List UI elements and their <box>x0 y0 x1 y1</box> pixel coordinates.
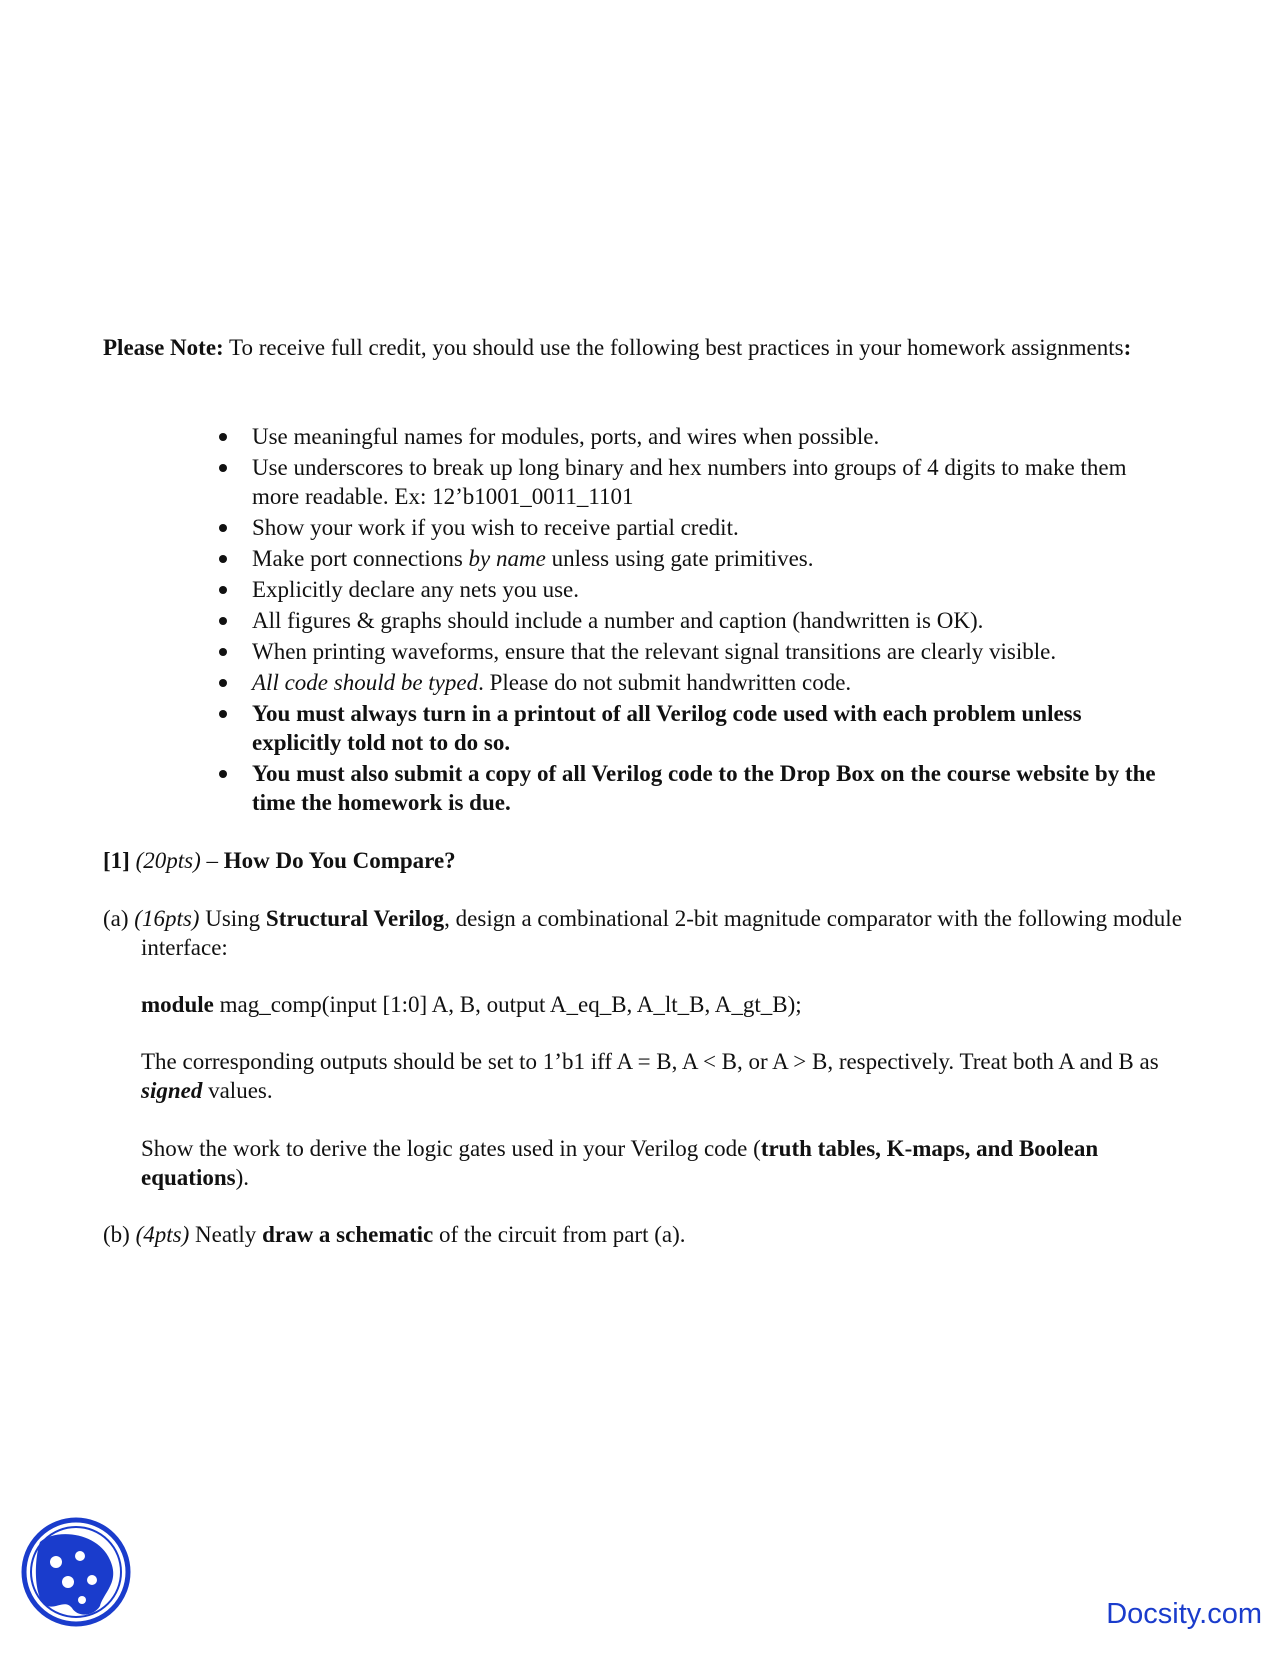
list-item <box>252 606 1172 635</box>
part-a-label: (a) <box>103 906 135 931</box>
work-bold: truth tables, K-maps, and Boolean equations <box>141 1136 1099 1190</box>
part-a-text: , design a combinational 2-bit magnitude comparator with the following module interface: <box>141 906 1182 960</box>
best-practices-list <box>252 422 1172 819</box>
list-item <box>252 513 1172 542</box>
outputs-text: values. <box>202 1078 273 1103</box>
part-b-points: (4pts) <box>135 1222 190 1247</box>
list-item <box>252 759 1172 817</box>
outputs-text: The corresponding outputs should be set to 1’b1 iff A = B, A < B, or A > B, respectively. Treat both A and B as <box>141 1049 1159 1074</box>
please-note-paragraph <box>103 333 1183 362</box>
list-item-text: unless using gate primitives. <box>545 546 814 571</box>
list-item <box>252 575 1172 604</box>
module-signature: mag_comp(input [1:0] A, B, output A_eq_B, A_lt_B, A_gt_B); <box>213 992 802 1017</box>
list-item <box>252 453 1172 511</box>
list-item-text: When printing waveforms, ensure that the relevant signal transitions are clearly visible. <box>252 639 1057 664</box>
list-item <box>252 544 1172 573</box>
list-item-text: Use underscores to break up long binary and hex numbers into groups of 4 digits to make them more readable. Ex: 12’b1001_0011_1101 <box>252 455 1127 509</box>
part-a-text: Using <box>199 906 266 931</box>
list-item-text: . Please do not submit handwritten code. <box>478 670 852 695</box>
list-item-text: You must also submit a copy of all Verilog code to the Drop Box on the course website by the time the homework is due. <box>252 761 1156 815</box>
part-a-paragraph <box>103 904 1201 962</box>
outputs-paragraph <box>141 1047 1171 1105</box>
docsity-brand-text[interactable]: Docsity.com <box>1106 1598 1262 1630</box>
list-item-text: You must always turn in a printout of all Verilog code used with each problem unless explicitly told not to do so. <box>252 701 1082 755</box>
list-item <box>252 668 1172 697</box>
problem-number: [1] <box>103 848 130 873</box>
part-b-paragraph <box>103 1220 1183 1249</box>
list-item-text: Make port connections <box>252 546 469 571</box>
problem-dash: – <box>200 848 224 873</box>
list-item-emphasis: All code should be typed <box>252 670 479 695</box>
module-keyword: module <box>141 992 214 1017</box>
list-item <box>252 699 1172 757</box>
list-item <box>252 637 1172 666</box>
work-paragraph <box>141 1134 1171 1192</box>
problem-heading <box>103 846 1183 875</box>
list-item-text: All figures & graphs should include a number and caption (handwritten is OK). <box>252 608 984 633</box>
list-item <box>252 422 1172 451</box>
problem-points: (20pts) <box>129 848 201 873</box>
please-note-label: Please Note: <box>103 335 224 360</box>
please-note-text: To receive full credit, you should use the following best practices in your homework assignments <box>223 335 1124 360</box>
work-text: Show the work to derive the logic gates used in your Verilog code ( <box>141 1136 761 1161</box>
list-item-text: Explicitly declare any nets you use. <box>252 577 580 602</box>
list-item-text: Use meaningful names for modules, ports, and wires when possible. <box>252 424 880 449</box>
part-b-label: (b) <box>103 1222 136 1247</box>
part-b-bold: draw a schematic <box>262 1222 434 1247</box>
part-b-text: Neatly <box>189 1222 263 1247</box>
docsity-logo-icon <box>20 1516 132 1628</box>
part-b-text: of the circuit from part (a). <box>433 1222 686 1247</box>
part-a-points: (16pts) <box>134 906 200 931</box>
signed-emphasis: signed <box>141 1078 203 1103</box>
please-note-colon: : <box>1123 335 1132 360</box>
list-item-text: Show your work if you wish to receive partial credit. <box>252 515 739 540</box>
part-a-bold: Structural Verilog <box>265 906 445 931</box>
list-item-emphasis: by name <box>468 546 546 571</box>
problem-title: How Do You Compare? <box>223 848 456 873</box>
work-text: ). <box>235 1165 250 1190</box>
module-interface-line <box>141 990 1181 1019</box>
